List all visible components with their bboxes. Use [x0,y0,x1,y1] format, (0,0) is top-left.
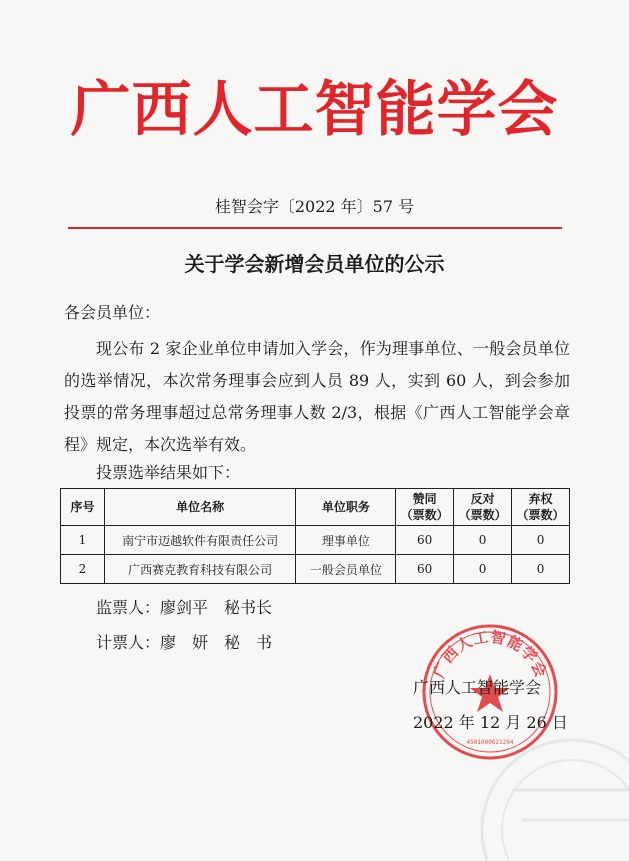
header-oppose-label: 反对 [470,492,495,506]
result-intro: 投票选举结果如下： [96,463,241,482]
table-header-row [61,489,570,526]
footer-organization: 广西人工智能学会 [413,678,542,697]
salutation: 各会员单位： [64,303,161,322]
results-table [60,488,570,584]
document-title: 关于学会新增会员单位的公示 [184,252,445,276]
svg-text:广西人工智能学会: 广西人工智能学会 [429,627,551,681]
header-role: 单位职务 [296,489,396,526]
document-number: 桂智会字〔2022 年〕57 号 [214,197,415,216]
header-oppose [454,489,512,526]
cell-abstain: 0 [512,526,570,555]
header-seq: 序号 [61,489,105,526]
organization-header: 广西人工智能学会 [70,75,559,145]
red-divider-line [68,227,562,229]
header-abstain [512,489,570,526]
cell-role: 理事单位 [296,526,396,555]
body-paragraph: 现公布 2 家企业单位申请加入学会，作为理事单位、一般会员单位的选举情况，本次常务理事会应到人员 89 人，实到 60 人，到会参加投票的常务理事超过总常务理事人数 2/3，根据《广西人工智能学会章程》规定，本次选举有效。 [64,339,570,454]
cell-abstain: 0 [512,555,570,584]
supervisor-line: 监票人：廖剑平 秘书长 [96,598,273,617]
svg-text:4501000621204: 4501000621204 [466,739,514,746]
cell-role: 一般会员单位 [296,555,396,584]
counter-line: 计票人：廖 妍 秘 书 [96,633,273,652]
cell-approve: 60 [396,526,454,555]
table-row [61,526,570,555]
header-unit-name: 单位名称 [104,489,296,526]
cell-seq: 2 [61,555,105,584]
header-abstain-unit: （票数） [516,508,565,522]
header-abstain-label: 弃权 [528,492,553,506]
cell-oppose: 0 [454,526,512,555]
cell-seq: 1 [61,526,105,555]
cell-oppose: 0 [454,555,512,584]
table-row [61,555,570,584]
footer-date: 2022 年 12 月 26 日 [413,713,568,732]
cell-unit-name: 南宁市迈越软件有限责任公司 [104,526,296,555]
header-approve-label: 赞同 [412,492,437,506]
cell-unit-name: 广西赛克教育科技有限公司 [104,555,296,584]
header-approve [396,489,454,526]
cell-approve: 60 [396,555,454,584]
header-oppose-unit: （票数） [458,508,507,522]
header-approve-unit: （票数） [400,508,449,522]
